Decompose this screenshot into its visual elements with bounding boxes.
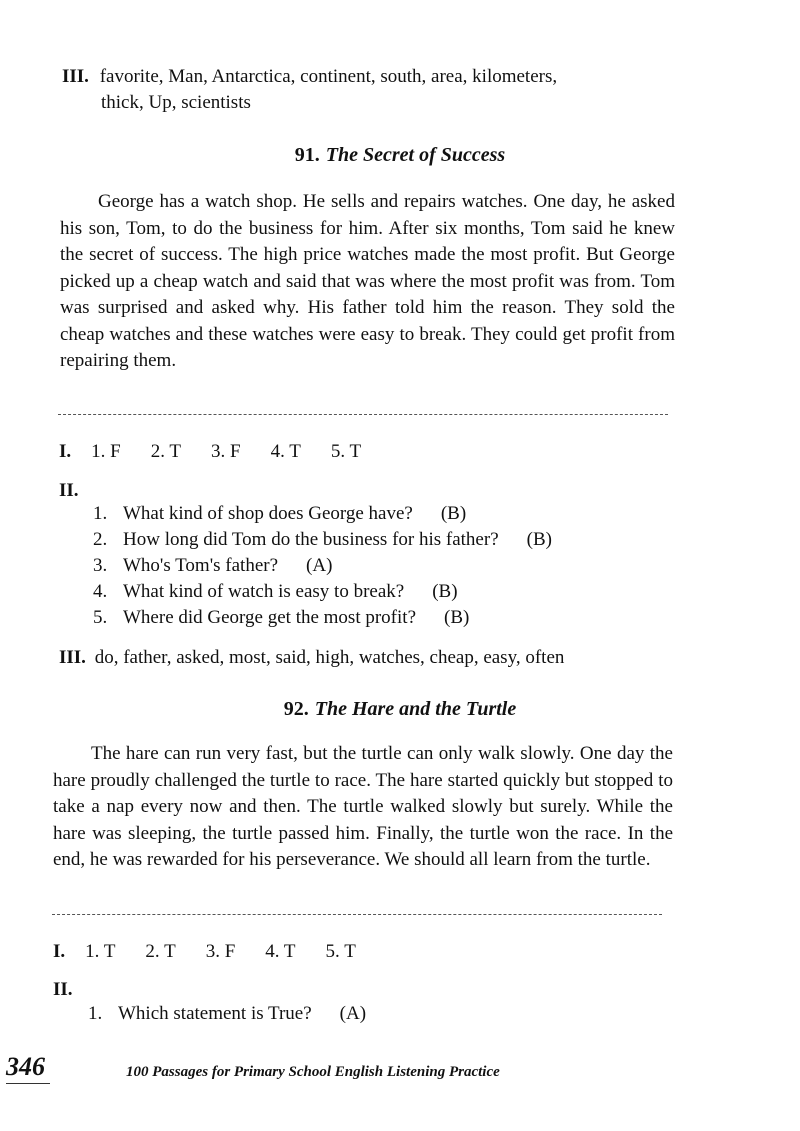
question-number: 4.	[93, 581, 108, 602]
passage-91-title	[0, 144, 800, 167]
passage-92-text	[53, 741, 673, 874]
question-number: 1.	[93, 503, 108, 524]
dashed-divider	[52, 914, 662, 915]
passage-91-body: George has a watch shop. He sells and repairs watches. One day, he asked his son, Tom, to do the business for him. After six months, Tom said he knew the secret of success. The high price watches made the most profit. But George picked up a cheap watch and said that was where the most profit was from. Tom was surprised and asked why. His father told him the reason. They sold the cheap watches and these watches were easy to break. They could get profit from repairing them.	[60, 191, 675, 371]
passage-92-part-i	[53, 939, 386, 966]
tf-answer: 4. T	[265, 941, 296, 962]
question-number: 5.	[93, 607, 108, 628]
passage-92-body: The hare can run very fast, but the turtle can only walk slowly. One day the hare proudly challenged the turtle to race. The hare started quickly but stopped to take a nap every now and then. The turtle walked slowly but surely. While the hare was sleeping, the turtle passed him. Finally, the turtle won the race. In the end, he was rewarded for his perseverance. We should all learn from the turtle.	[53, 743, 673, 870]
question-answer: (B)	[432, 581, 458, 602]
tf-answer: 3. F	[211, 441, 241, 462]
tf-answer: 3. F	[205, 941, 236, 962]
tf-answer: 5. T	[330, 441, 362, 462]
tf-answer: 1. F	[91, 441, 121, 462]
question-number: 1.	[88, 1003, 103, 1024]
question-number: 3.	[93, 555, 108, 576]
passage-number: 92.	[283, 698, 309, 720]
question-text: Which statement is True?	[118, 1003, 312, 1024]
passage-number: 91.	[294, 144, 320, 166]
part-label: I.	[59, 441, 72, 462]
page-number: 346	[6, 1052, 45, 1081]
question-row	[93, 581, 458, 603]
tf-answer: 1. T	[85, 941, 116, 962]
question-text: How long did Tom do the business for his father?	[123, 529, 499, 550]
question-answer: (B)	[444, 607, 470, 628]
book-title: 100 Passages for Primary School English Listening Practice	[126, 1064, 500, 1080]
prev-answer-line-1: favorite, Man, Antarctica, continent, south, area, kilometers,	[99, 66, 558, 87]
question-text: What kind of watch is easy to break?	[123, 581, 405, 602]
question-row	[93, 607, 469, 629]
question-text: What kind of shop does George have?	[123, 503, 413, 524]
question-answer: (B)	[440, 503, 467, 524]
passage-title-text: The Hare and the Turtle	[314, 698, 517, 720]
question-text: Who's Tom's father?	[123, 555, 279, 576]
section-label: III.	[62, 66, 89, 87]
prev-section-iii	[62, 64, 557, 91]
tf-answer: 2. T	[150, 441, 181, 462]
part-label: III.	[59, 647, 86, 668]
question-answer: (A)	[306, 555, 333, 576]
passage-91-part-i	[59, 439, 391, 466]
prev-answer-line-2: thick, Up, scientists	[101, 92, 251, 113]
passage-91-part-iii	[59, 645, 564, 672]
question-row	[88, 1003, 366, 1025]
question-row	[93, 529, 552, 551]
passage-91-part-ii-label: II.	[59, 480, 79, 501]
question-row	[93, 503, 466, 525]
passage-92-part-ii-label: II.	[53, 979, 73, 1000]
question-answer: (A)	[339, 1003, 367, 1024]
question-text: Where did George get the most profit?	[123, 607, 416, 628]
passage-91-text	[60, 189, 675, 375]
part-label: I.	[53, 941, 66, 962]
dashed-divider	[58, 414, 668, 415]
page-number-underline	[6, 1083, 50, 1084]
tf-answer: 5. T	[325, 941, 356, 962]
question-number: 2.	[93, 529, 108, 550]
passage-title-text: The Secret of Success	[325, 144, 506, 166]
question-answer: (B)	[526, 529, 552, 550]
part-iii-answers: do, father, asked, most, said, high, watches, cheap, easy, often	[94, 647, 565, 668]
tf-answer: 2. T	[145, 941, 176, 962]
question-row	[93, 555, 332, 577]
passage-92-title	[0, 698, 800, 721]
tf-answer: 4. T	[270, 441, 301, 462]
